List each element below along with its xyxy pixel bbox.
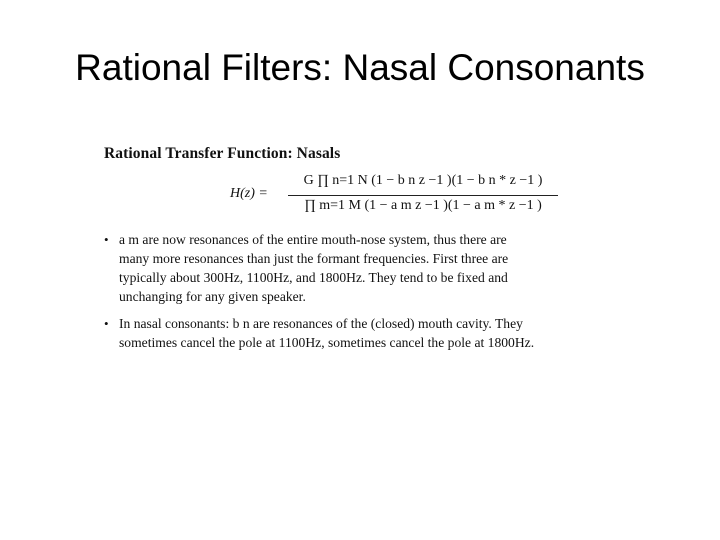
bullet-line: typically about 300Hz, 1100Hz, and 1800Hz. They tend to be fixed and bbox=[119, 270, 508, 285]
bullet-text bbox=[119, 314, 619, 352]
bullet-line: a m are now resonances of the entire mouth-nose system, thus there are bbox=[119, 232, 507, 247]
bullet-dot-icon: • bbox=[104, 232, 109, 247]
bullet-line: many more resonances than just the formant frequencies. First three are bbox=[119, 251, 509, 266]
bullet-line: unchanging for any given speaker. bbox=[119, 289, 306, 304]
equation-numerator: G ∏ n=1 N (1 − b n z −1 )(1 − b n * z −1 ) bbox=[303, 173, 543, 188]
fraction-bar bbox=[288, 195, 558, 196]
excerpt-heading: Rational Transfer Function: Nasals bbox=[104, 145, 341, 162]
bullet-dot-icon: • bbox=[104, 316, 109, 331]
equation-denominator: ∏ m=1 M (1 − a m z −1 )(1 − a m * z −1 ) bbox=[304, 198, 542, 213]
scanned-textbook-excerpt bbox=[100, 142, 620, 362]
transfer-function-equation bbox=[230, 169, 570, 221]
slide-title: Rational Filters: Nasal Consonants bbox=[75, 47, 645, 88]
bullet-text bbox=[119, 230, 619, 306]
equation-fraction bbox=[288, 169, 558, 221]
bullet-line: In nasal consonants: b n are resonances of the (closed) mouth cavity. They bbox=[119, 316, 523, 331]
equation-lhs: H(z) = bbox=[230, 186, 268, 201]
bullet-line: sometimes cancel the pole at 1100Hz, sometimes cancel the pole at 1800Hz. bbox=[119, 335, 535, 350]
